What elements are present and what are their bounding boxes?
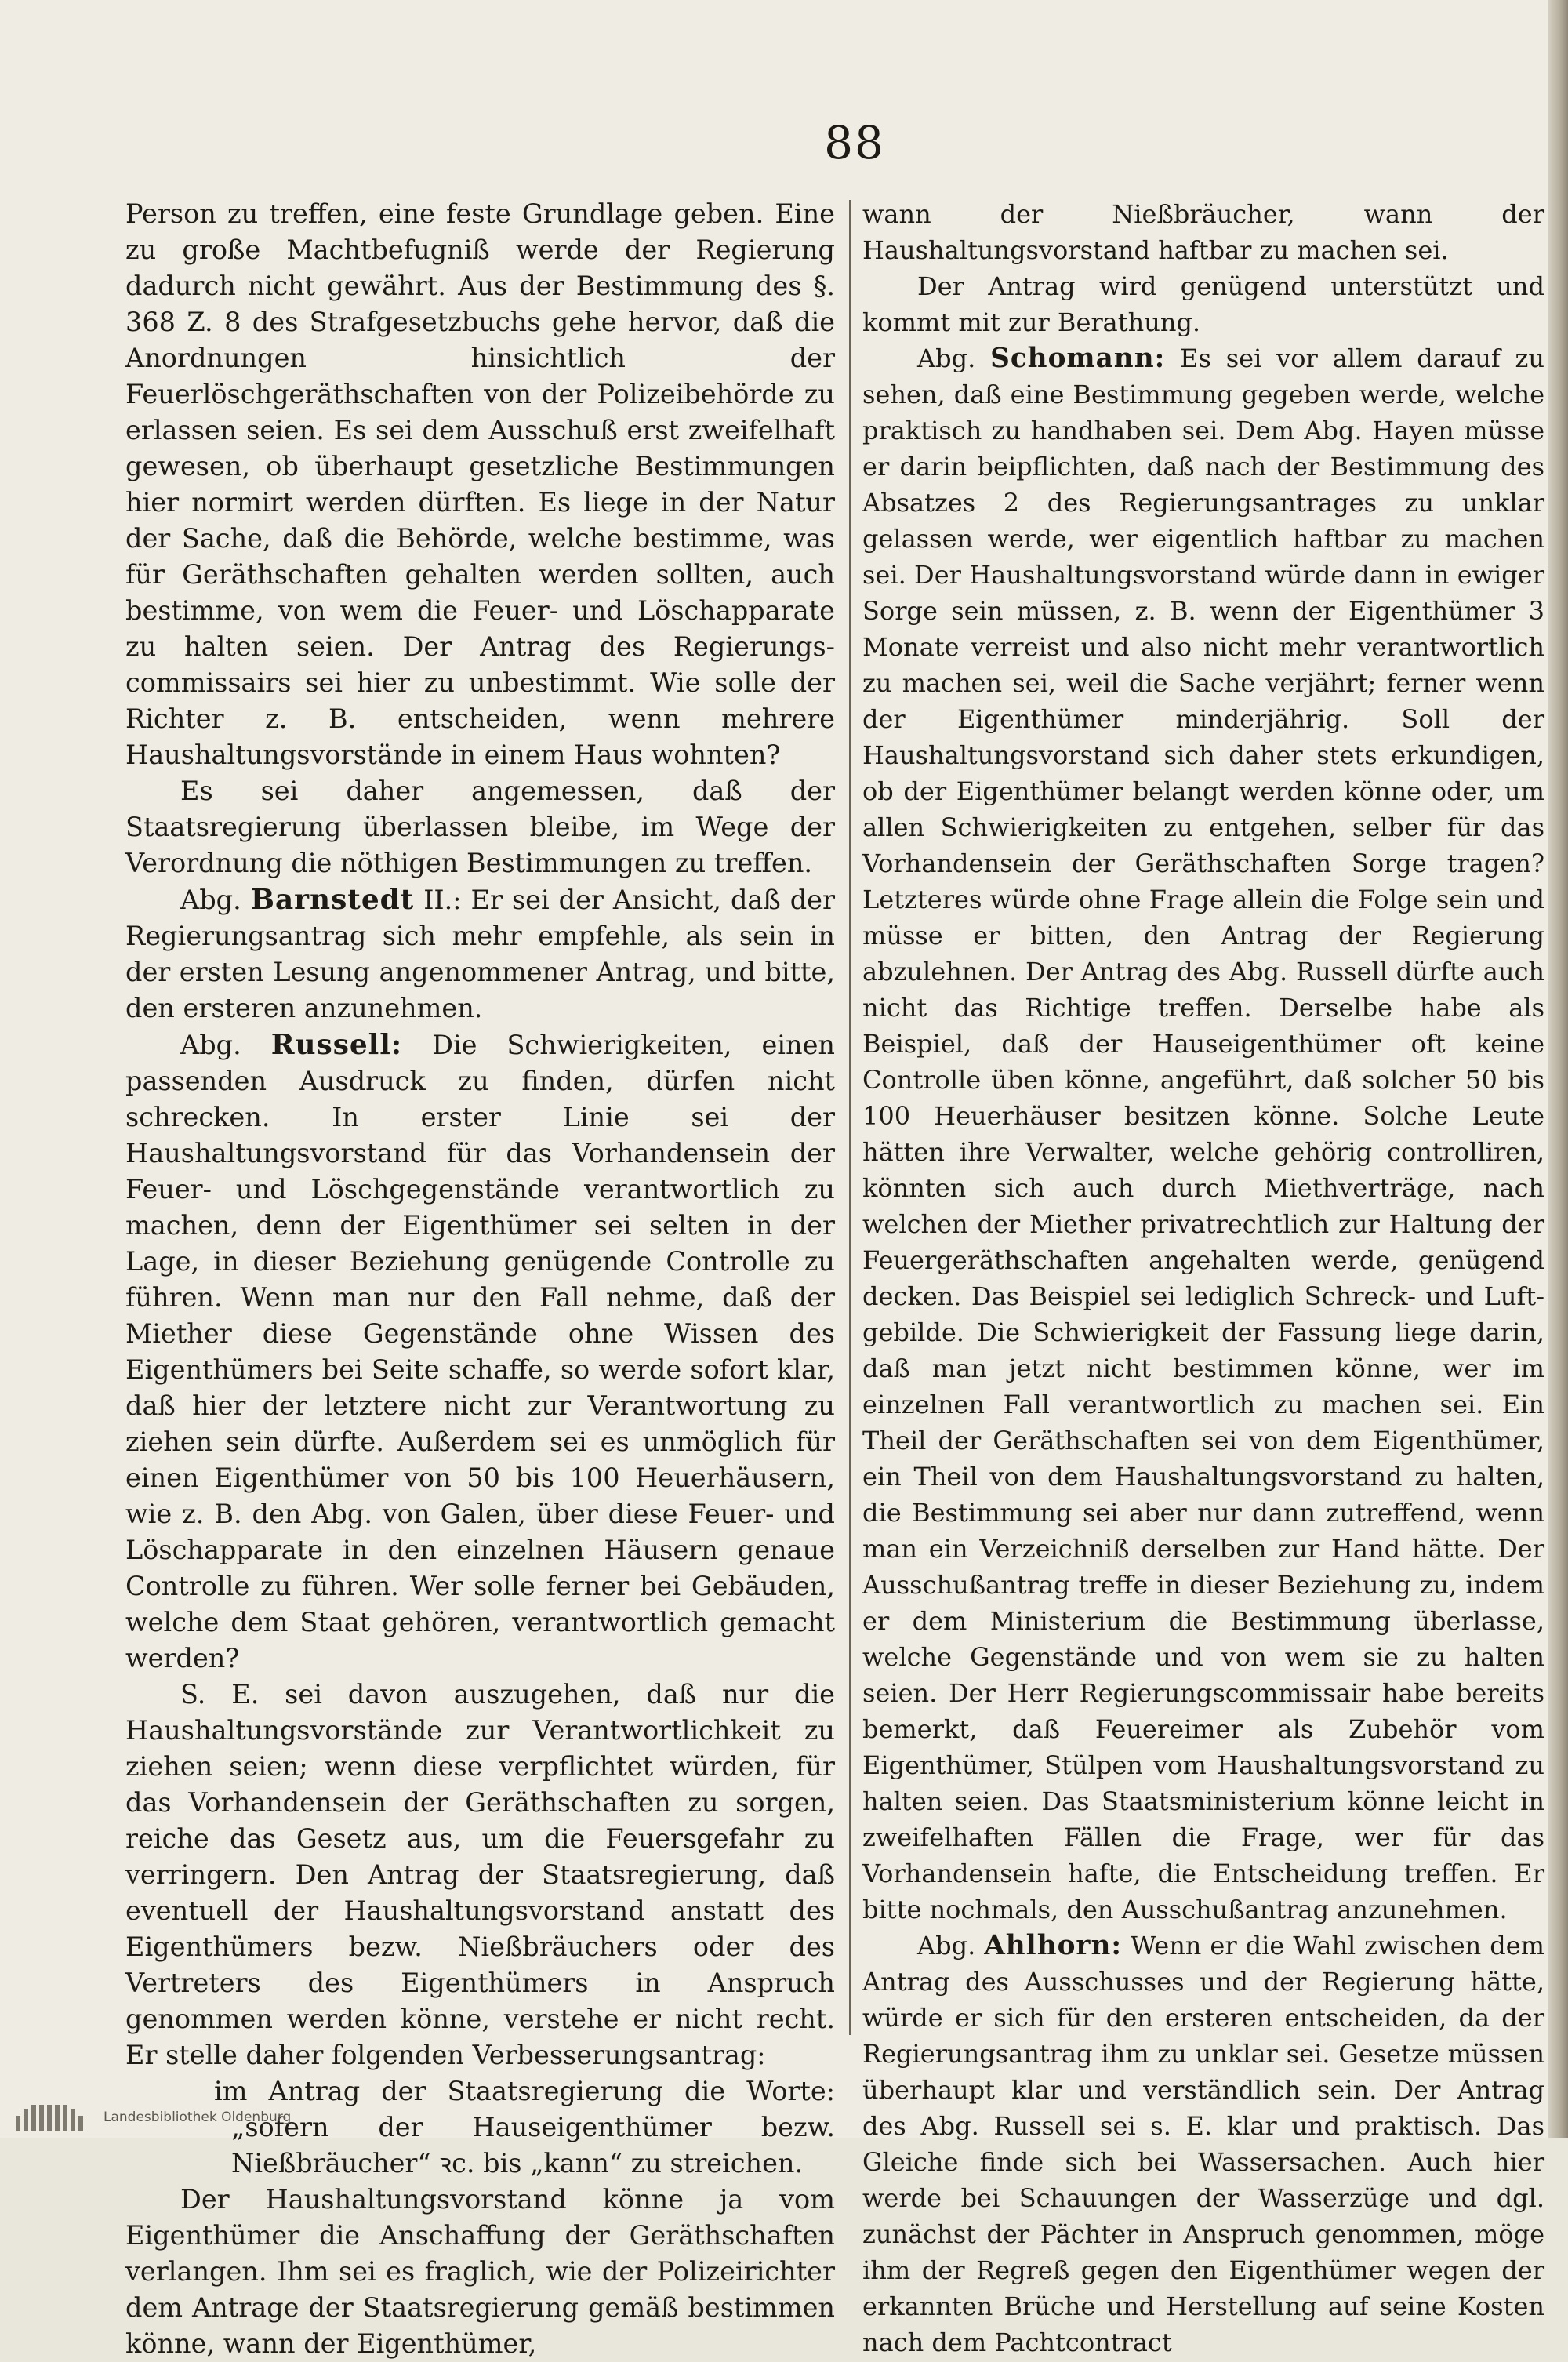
speaker-name: Ahlhorn:: [984, 1930, 1122, 1961]
speaker-prefix: Abg.: [180, 885, 251, 915]
right-column: [862, 196, 1545, 2357]
library-name: Landesbibliothek Oldenburg: [103, 2109, 292, 2125]
speech-text: Es sei vor allem darauf zu sehen, daß eine Bestimmung gegeben werde, welche praktisch zu handhaben sei. Dem Abg. Hayen müsse er darin beipflichten, daß nach der Bestimmung des Absatzes 2 des Regierungsantrages zu unklar gelassen werde, wer eigentlich haftbar zu machen sei. Der Haushaltungsvorstand würde dann in ewiger Sorge sein müssen, z. B. wenn der Eigenthümer 3 Monate verreist und also nicht mehr verantwortlich zu machen sei, weil die Sache verjährt; ferner wenn der Eigenthümer minderjährig. Soll der Haushaltungsvorstand sich daher stets erkundigen, ob der Eigenthümer belangt werden könne oder, um allen Schwierigkeiten zu entgehen, selber für das Vorhandensein der Geräthschaften Sorge tragen? Letzteres würde ohne Frage allein die Folge sein und müsse er bitten, den Antrag der Regierung abzulehnen. Der Antrag des Abg. Russell dürfte auch nicht das Richtige treffen. Derselbe habe als Beispiel, daß der Hauseigenthümer oft keine Controlle üben könne, angeführt, daß solcher 50 bis 100 Heuerhäuser besitzen könne. Solche Leute hätten ihre Verwalter, welche gehörig controlliren, könnten sich auch durch Miethverträge, nach welchen der Miether privatrechtlich zur Haltung der Feuergeräthschaften angehalten werde, genügend decken. Das Beispiel sei lediglich Schreck- und Luftgebilde. Die Schwierigkeit der Fassung liege darin, daß man jetzt nicht bestimmen könne, wer im einzelnen Fall verantwortlich zu machen sei. Ein Theil der Geräthschaften sei von dem Eigenthümer, ein Theil von dem Haushaltungsvorstand zu halten, die Bestimmung sei aber nur dann zutreffend, wenn man ein Verzeichniß derselben zur Hand hätte. Der Ausschußantrag treffe in dieser Beziehung zu, indem er dem Ministerium die Bestimmung überlasse, welche Gegenstände und von wem sie zu halten seien. Der Herr Regierungscommissair habe bereits bemerkt, daß Feuereimer als Zubehör vom Eigenthümer, Stülpen vom Haushaltungsvorstand zu halten seien. Das Staatsministerium könne leicht in zweifelhaften Fällen die Frage, wer für das Vorhandensein hafte, die Entscheidung treffen. Er bitte nochmals, den Ausschußantrag anzunehmen.: [862, 343, 1545, 1924]
speaker-prefix: Abg.: [917, 343, 991, 373]
paragraph: Der Antrag wird genügend unterstützt und kommt mit zur Berathung.: [862, 271, 1544, 337]
speaker-paragraph: [125, 881, 835, 1027]
speech-text: II.: Er sei der Ansicht, daß der Regierungsantrag sich mehr empfehle, als sein in der ersten Lesung angenommener Antrag, und bitte, den ersteren anzunehmen.: [125, 885, 835, 1023]
paragraph: Der Haushaltungsvorstand könne ja vom Eigenthümer die Anschaffung der Geräthschaften verlangen. Ihm sei es fraglich, wie der Polizeirichter dem Antrage der Staatsregierung gemäß bestimmen könne, wann der Eigenthümer,: [125, 2184, 835, 2359]
paragraph: S. E. sei davon auszugehen, daß nur die Haushaltungsvorstände zur Verantwortlichkeit zu ziehen seien; wenn diese verpflichtet würden, für das Vorhandensein der Geräthschaften zu sorgen, reiche das Gesetz aus, um die Feuersgefahr zu verringern. Den Antrag der Staatsregierung, daß eventuell der Haushaltungsvorstand anstatt des Eigenthümers bezw. Nießbräuchers oder des Vertreters des Eigenthümers in Anspruch genommen werden könne, verstehe er nicht recht. Er stelle daher folgenden Verbesserungsantrag:: [125, 1679, 835, 2070]
speech-text: Wenn er die Wahl zwischen dem Antrag des Ausschusses und der Regierung hätte, würde er sich für den ersteren entscheiden, da der Regierungsantrag ihm zu unklar sei. Gesetze müssen überhaupt klar und verständlich sein. Der Antrag des Abg. Russell sei s. E. klar und praktisch. Das Gleiche finde sich bei Wassersachen. Auch hier werde bei Schauungen der Wasserzüge und dgl. zunächst der Pächter in Anspruch genommen, möge ihm der Regreß gegen den Eigenthümer wegen der erkannten Brüche und Herstellung auf seine Kosten nach dem Pachtcontract: [862, 1931, 1544, 2357]
paragraph: Es sei daher angemessen, daß der Staatsregierung überlassen bleibe, im Wege der Verordnung die nöthigen Bestimmungen zu treffen.: [125, 776, 835, 878]
speaker-name: Barnstedt: [250, 883, 415, 916]
speaker-name: Schomann:: [990, 343, 1166, 374]
motion-quote: im Antrag der Staatsregierung die Worte: „sofern der Hauseigenthümer bezw. Nießbräucher“ ꝛc. bis „kann“ zu streichen.: [214, 2076, 835, 2178]
paragraph: Person zu treffen, eine feste Grundlage geben. Eine zu große Machtbefugniß werde der Regierung dadurch nicht gewährt. Aus der Bestimmung des §. 368 Z. 8 des Strafgesetzbuchs gehe hervor, daß die Anordnungen hinsichtlich der Feuerlöschgeräthschaften von der Polizeibehörde zu erlassen seien. Es sei dem Ausschuß erst zweifelhaft gewesen, ob überhaupt gesetzliche Bestimmungen hier normirt werden dürften. Es liege in der Natur der Sache, daß die Behörde, welche bestimme, was für Geräthschaften gehalten werden sollten, auch bestimme, von wem die Feuer- und Löschapparate zu halten seien. Der Antrag des Regierungscommissairs sei hier zu unbestimmt. Wie solle der Richter z. B. entscheiden, wenn mehrere Haushaltungsvorstände in einem Haus wohnten?: [125, 198, 835, 770]
speaker-prefix: Abg.: [917, 1931, 985, 1960]
speaker-prefix: Abg.: [180, 1030, 271, 1060]
speech-text: Die Schwierigkeiten, einen passenden Ausdruck zu finden, dürfen nicht schrecken. In erster Linie sei der Haushaltungsvorstand für das Vorhandensein der Feuer- und Löschgegenstände verantwortlich zu machen, denn der Eigenthümer sei selten in der Lage, in dieser Beziehung genügende Controlle zu führen. Wenn man nur den Fall nehme, daß der Miether diese Gegenstände ohne Wissen des Eigenthümers bei Seite schaffe, so werde sofort klar, daß hier der letztere nicht zur Verantwortung zu ziehen sein dürfte. Außerdem sei es unmöglich für einen Eigenthümer von 50 bis 100 Heuerhäusern, wie z. B. den Abg. von Galen, über diese Feuer- und Löschapparate in den einzelnen Häusern genaue Controlle zu führen. Wer solle ferner bei Gebäuden, welche dem Staat gehören, verantwortlich gemacht werden?: [125, 1030, 835, 1673]
column-divider: [849, 200, 851, 2035]
paragraph: wann der Nießbräucher, wann der Haushaltungsvorstand haftbar zu machen sei.: [862, 199, 1544, 265]
page-number: 88: [824, 116, 885, 169]
footer: [16, 2102, 486, 2133]
page-edge-shadow: [1548, 0, 1568, 2138]
speaker-name: Russell:: [270, 1028, 403, 1061]
library-building-icon: [16, 2103, 94, 2131]
speaker-paragraph: [862, 1928, 1544, 2360]
speaker-paragraph: [125, 1027, 835, 1677]
speaker-paragraph: [862, 340, 1544, 1928]
